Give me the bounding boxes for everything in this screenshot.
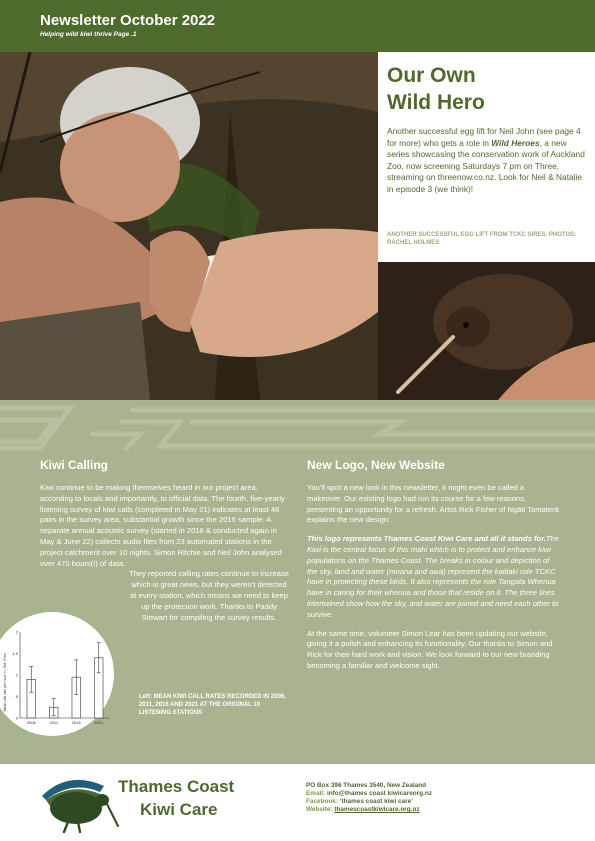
website-label: Website: (306, 806, 335, 813)
website-link[interactable]: thamescoastkiwicare.org.nz (334, 806, 420, 813)
chart-ytick-label: 1 (15, 672, 18, 678)
chart-ytick-label: 1.5 (12, 651, 18, 656)
new-logo-quote (307, 534, 559, 620)
kiwi-photo (378, 262, 595, 400)
facebook-link[interactable]: ‘thames coast kiwi care’ (339, 798, 413, 805)
email-label: Email: (306, 790, 327, 797)
egg-lift-photo (0, 52, 378, 400)
new-logo-quote-body: The Kiwi is the central focus of this mahi which is to protect and enhance kiwi populations on the Thames Coast. The breaks in colour and depiction of the sky, land and water (moana and awa) represent the kaitiaki role TCKC have in protecting these birds. It also represents the role Tangata Whenua have in caring for their whenua and those that reside on it. The three lines intertwined show how the sky, and water are joined and need each other to survive. (307, 534, 559, 619)
new-logo-para1: You’ll spot a new look in this newsletter, it might even be called a makeover. Our existing logo had run its course for a few reasons, presenting an opportunity for a refresh. Artist Rick Fisher of Ngāti Tamaterā explains the new design: (307, 483, 559, 525)
new-logo-article (307, 458, 559, 672)
new-logo-para3: At the same time, volunteer Simon Lear has been updating our website, giving it a polish and enhancing its functionality. Our thanks to Simon and Rick for their hard work and vision. We look forward to our new branding becoming a familiar and welcome sight. (307, 628, 553, 670)
chart-xtick-label: 2011 (49, 720, 59, 725)
new-logo-quote-lead: This logo represents Thames Coast Kiwi Care and all it stands for. (307, 534, 546, 544)
facebook-label: Facebook: (306, 798, 340, 805)
org-name-line1: Thames Coast (118, 777, 235, 796)
decorative-stripes (0, 398, 595, 458)
hero-body-show-name: Wild Heroes (491, 137, 540, 148)
contact-details (306, 782, 432, 814)
chart-xtick-label: 2021 (94, 720, 104, 725)
email-link[interactable]: info@thames coast kiwicareorg.nz (326, 790, 432, 797)
chart-caption: Left: MEAN KIWI CALL RATES RECORDED IN 2006, 2011, 2016 AND 2021 AT THE ORIGINAL 10 LISTENING STATIONS (139, 694, 286, 716)
new-logo-title: New Logo, New Website (307, 458, 445, 472)
hero-body-post: , a new series showcasing the conservation work of Auckland Zoo, now screening Saturdays 7 pm on Three, streaming on threenow.co.nz. Look for Neil & Natalie in episode 3 (we think)! (387, 137, 585, 194)
chart-ytick-label: .5 (14, 694, 18, 699)
kiwi-calling-article (40, 458, 290, 623)
kiwi-calling-para1: Kiwi continue to be making themselves heard in our project area, according to locals and importantly, to official data. The fourth, five-yearly listening survey of kiwi calls (completed in May 21) indicates at least 48 pairs in the survey area, substantial growth since the 2016 sample. A separate annual acoustic survey (started in 2018 & conducted again in May & June 22) collects audio files from 23 automated stations in the project catchment over 10 nights. Simon Ritchie and Neil John analysed over 470 hours(!) of data. (40, 483, 285, 568)
hero-title (387, 62, 485, 116)
kiwi-calling-title: Kiwi Calling (40, 458, 109, 472)
newsletter-title: Newsletter October 2022 (40, 12, 216, 29)
postal-address: PO Box 396 Thames 3540, New Zealand (306, 782, 427, 789)
hero-body (387, 126, 589, 196)
kiwi-calling-para2: They reported calling rates continue to increase which is great news, but they weren’t detected at every station, which means we need to keep up the protection work. Thanks to Paddy Stewart for compiling the survey results. (129, 569, 289, 622)
chart-ytick-label: 0 (15, 715, 18, 721)
chart-ytick-label: 2 (15, 629, 18, 635)
chart-xtick-label: 2006 (26, 720, 36, 725)
chart-ylabel: Mean call rate per hour +/- Std. Error (3, 652, 7, 712)
newsletter-subtitle: Helping wild kiwi thrive Page .1 (40, 31, 137, 38)
hero-photo-caption: ANOTHER SUCCESSFUL EGG LIFT FROM TCKC SIRES. PHOTOS: RACHEL HOLMES (387, 232, 577, 246)
footer (0, 764, 595, 841)
hero-body-pre: Another successful egg lift for Neil John (see page 4 for more) who gets a role in (387, 126, 581, 148)
org-name-line2: Kiwi Care (140, 800, 218, 819)
hero-title-line1: Our Own (387, 64, 476, 87)
hero-title-line2: Wild Hero (387, 91, 485, 114)
newsletter-header (0, 0, 595, 52)
call-rate-chart (0, 612, 114, 736)
call-rate-chart-panel (0, 612, 114, 736)
hero-article (378, 52, 595, 262)
kiwi-logo-icon (38, 770, 120, 834)
chart-xtick-label: 2016 (71, 720, 81, 725)
